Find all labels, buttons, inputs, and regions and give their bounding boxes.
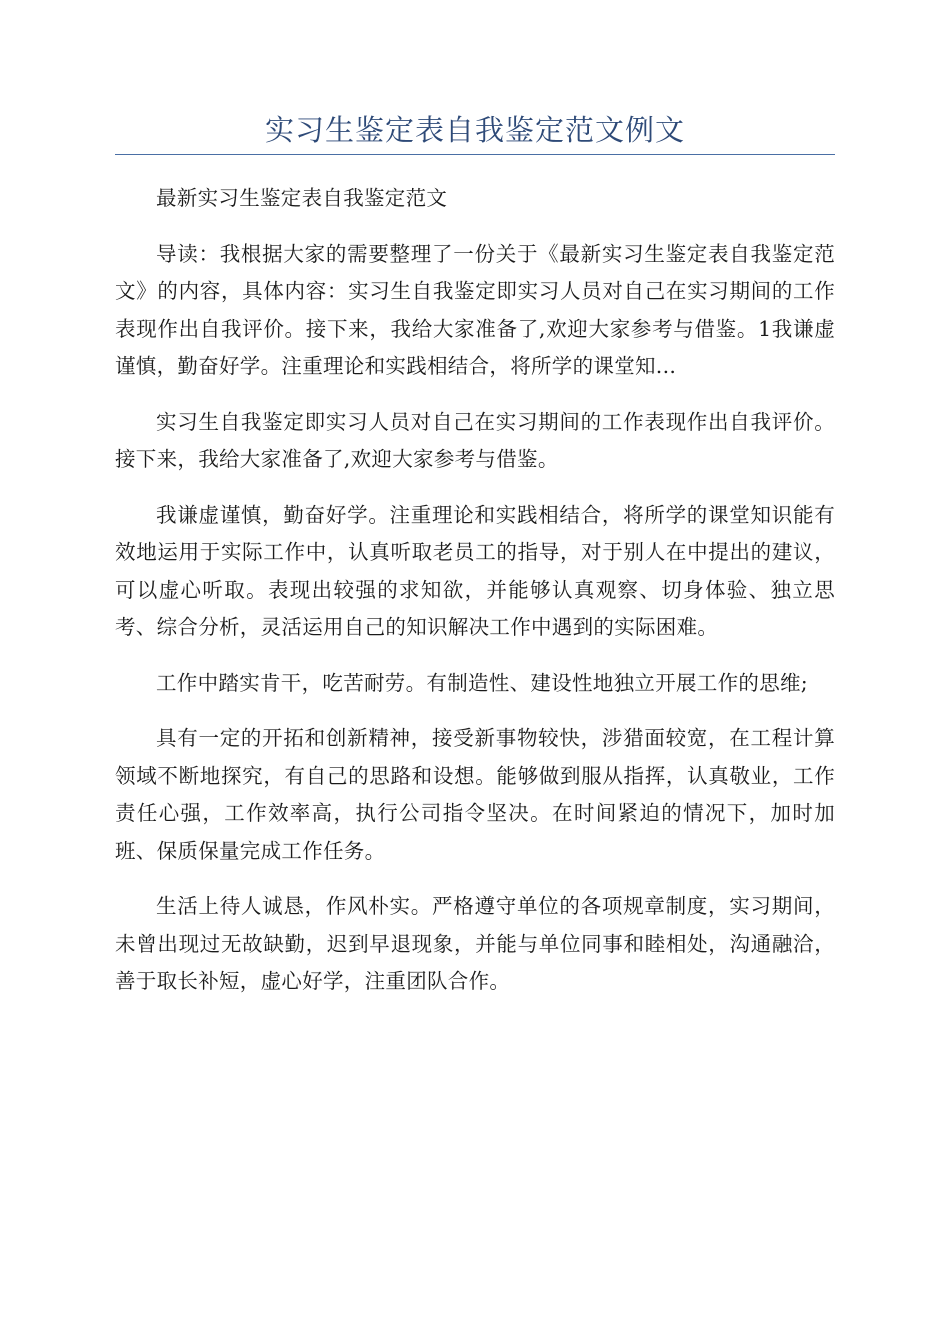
paragraph-work-ethic: 工作中踏实肯干，吃苦耐劳。有制造性、建设性地独立开展工作的思维; [156, 670, 809, 695]
document-page [115, 108, 835, 1001]
paragraph-intro: 导读：我根据大家的需要整理了一份关于《最新实习生鉴定表自我鉴定范文》的内容，具体内容：实习生自我鉴定即实习人员对自己在实习期间的工作表现作出自我评价。接下来，我给大家准备了,欢迎大家参考与借鉴。1我谦虚谨慎，勤奋好学。注重理论和实践相结合，将所学的课堂知... [115, 241, 835, 378]
paragraph-study-attitude: 我谦虚谨慎，勤奋好学。注重理论和实践相结合，将所学的课堂知识能有效地运用于实际工作中，认真听取老员工的指导，对于别人在中提出的建议，可以虚心听取。表现出较强的求知欲，并能够认真观察、切身体验、独立思考、综合分析，灵活运用自己的知识解决工作中遇到的实际困难。 [115, 502, 835, 639]
paragraph-personal-life: 生活上待人诚恳，作风朴实。严格遵守单位的各项规章制度，实习期间，未曾出现过无故缺勤，迟到早退现象，并能与单位同事和睦相处，沟通融洽，善于取长补短，虚心好学，注重团队合作。 [115, 894, 835, 993]
paragraph-definition: 实习生自我鉴定即实习人员对自己在实习期间的工作表现作出自我评价。接下来，我给大家准备了,欢迎大家参考与借鉴。 [115, 409, 835, 471]
document-subtitle: 最新实习生鉴定表自我鉴定范文 [156, 186, 448, 210]
paragraph-innovation: 具有一定的开拓和创新精神，接受新事物较快，涉猎面较宽，在工程计算领域不断地探究，有自己的思路和设想。能够做到服从指挥，认真敬业，工作责任心强，工作效率高，执行公司指令坚决。在时间紧迫的情况下，加时加班、保质保量完成工作任务。 [115, 726, 835, 863]
document-title: 实习生鉴定表自我鉴定范文例文 [115, 108, 835, 155]
